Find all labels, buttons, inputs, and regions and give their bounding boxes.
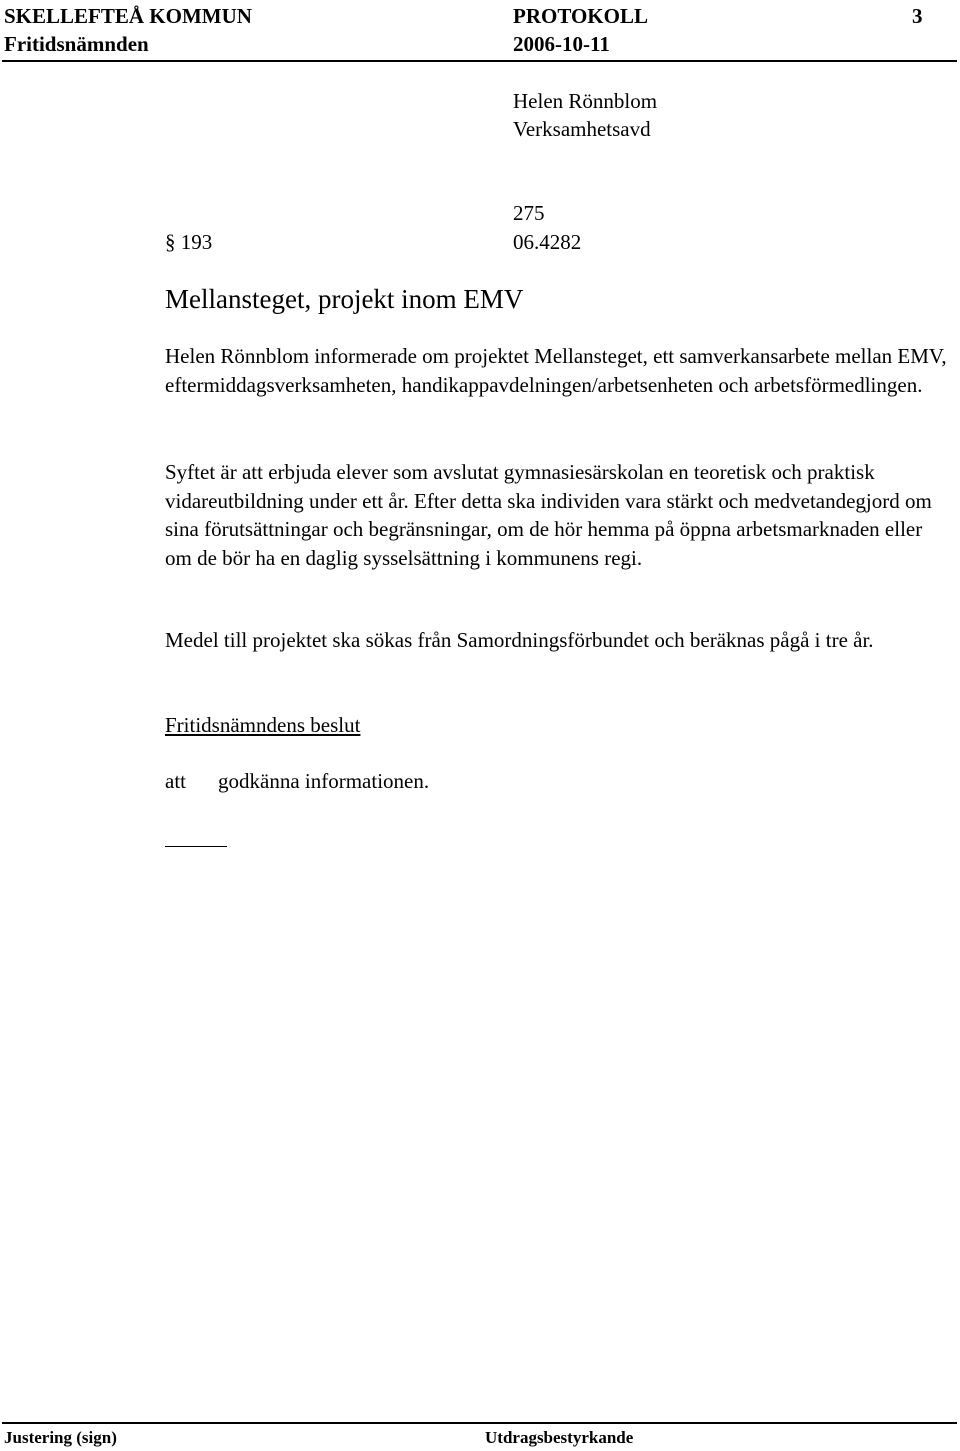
end-rule (165, 846, 227, 847)
item-title: Mellansteget, projekt inom EMV (165, 284, 524, 314)
case-id: 06.4282 (513, 230, 582, 254)
doc-type: PROTOKOLL (513, 4, 648, 28)
page-number: 3 (912, 4, 923, 28)
decision-text: godkänna informationen. (218, 769, 430, 793)
paragraph-1 (165, 342, 950, 399)
paragraph-3 (165, 626, 950, 655)
paragraph-2 (165, 458, 950, 572)
recipient-name: Helen Rönnblom (513, 89, 658, 113)
committee-name: Fritidsnämnden (4, 32, 149, 56)
org-name: SKELLEFTEÅ KOMMUN (4, 4, 252, 28)
meeting-date: 2006-10-11 (513, 32, 610, 56)
footer-justering: Justering (sign) (4, 1428, 117, 1447)
recipient-department: Verksamhetsavd (513, 117, 651, 141)
paragraph-1-text: Helen Rönnblom informerade om projektet Mellansteget, ett samverkansarbete mellan EMV, eftermiddagsverksamheten, handikappavdelningen/arbetsenheten och arbetsförmedlingen. (165, 344, 947, 397)
decision-heading: Fritidsnämndens beslut (165, 713, 361, 737)
paragraph-number: § 193 (165, 230, 213, 254)
decision-prefix: att (165, 769, 186, 793)
footer-utdragsbestyrkande: Utdragsbestyrkande (485, 1428, 634, 1447)
header-rule (2, 60, 957, 62)
reference-number: 275 (513, 201, 545, 225)
paragraph-3-text: Medel till projektet ska sökas från Samordningsförbundet och beräknas pågå i tre år. (165, 628, 874, 652)
footer-rule (2, 1422, 957, 1424)
paragraph-2-text: Syftet är att erbjuda elever som avslutat gymnasiesärskolan en teoretisk och praktisk vidareutbildning under ett år. Efter detta ska individen vara stärkt och medvetandegjord om sina förutsättningar och begränsningar, om de hör hemma på öppna arbetsmarknaden eller om de bör ha en daglig sysselsättning i kommunens regi. (165, 460, 932, 570)
